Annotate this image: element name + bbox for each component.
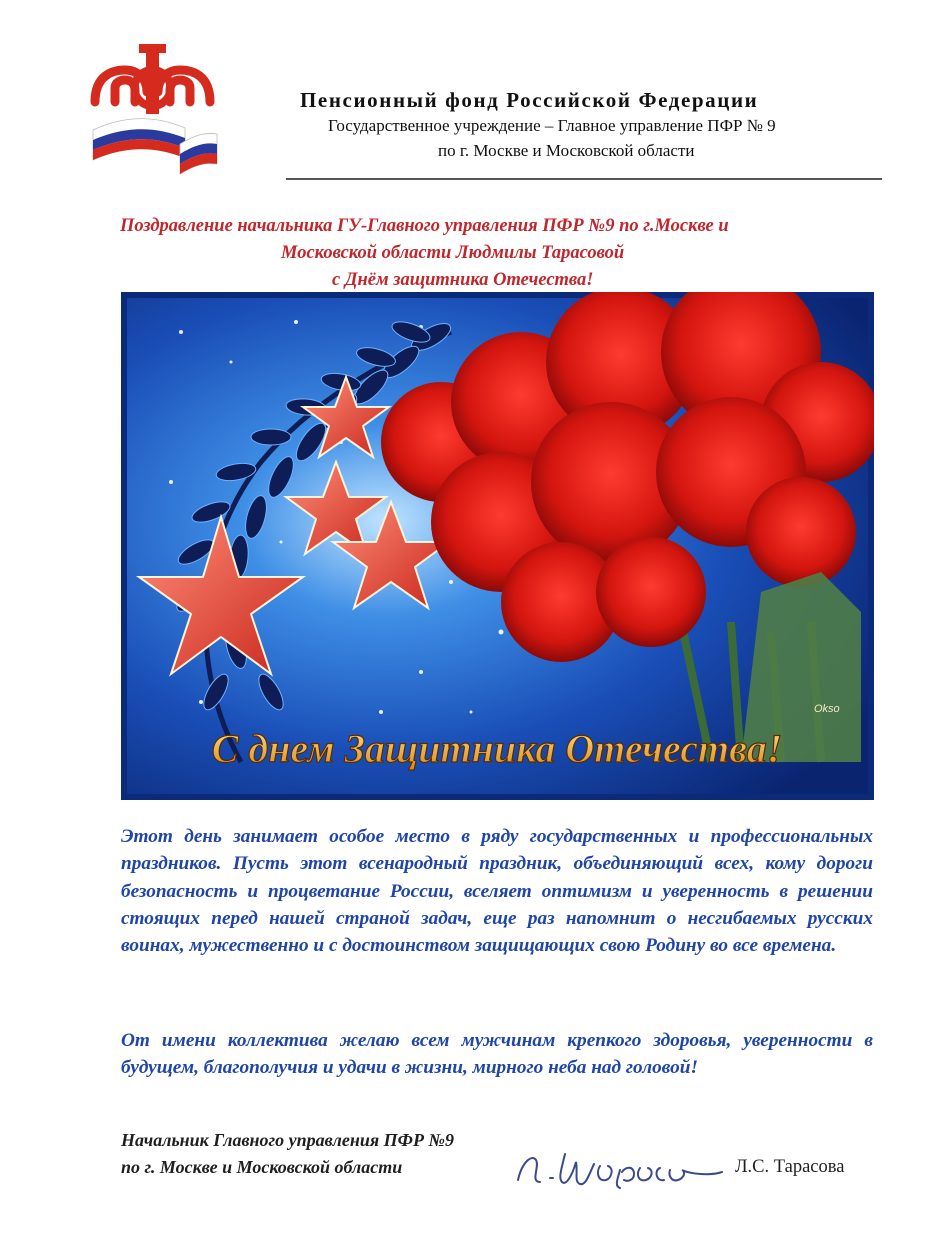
card-artist-mark: Okso xyxy=(814,703,840,715)
pfr-logo-icon xyxy=(85,40,220,175)
signatory-title-line-2: по г. Москве и Московской области xyxy=(121,1157,403,1177)
org-subtitle-1: Государственное учреждение – Главное управление ПФР № 9 xyxy=(328,116,776,135)
signatory-name: Л.С. Тарасова xyxy=(735,1157,845,1177)
body-paragraph-1: Этот день занимает особое место в ряду государственных и профессиональных праздников. Пусть этот всенародный праздник, объединяющий всех, кому дороги безопасность и процветание России, вселяет оптимизм и уверенность в решении стоящих перед нашей страной задач, еще раз напомнит о несгибаемых русских воинах, мужественно и с достоинством защищающих свою Родину во все времена. xyxy=(121,826,873,957)
org-subtitle-2: по г. Москве и Московской области xyxy=(438,141,695,160)
headline-line-1: Поздравление начальника ГУ-Главного управления ПФР №9 по г.Москве и xyxy=(120,216,729,236)
signatory-title-line-1: Начальник Главного управления ПФР №9 xyxy=(121,1130,454,1150)
header-divider xyxy=(286,178,882,180)
card-caption: С днем Защитника Отечества! xyxy=(211,726,783,771)
body-paragraph-2: От имени коллектива желаю всем мужчинам крепкого здоровья, уверенности в будущем, благополучия и удачи в жизни, мирного неба над головой! xyxy=(121,1030,873,1079)
headline-line-3: с Днём защитника Отечества! xyxy=(332,270,594,290)
headline-line-2: Московской области Людмилы Тарасовой xyxy=(281,243,625,263)
handwritten-signature xyxy=(510,1142,730,1192)
greeting-card-image xyxy=(121,292,874,800)
org-name: Пенсионный фонд Российской Федерации xyxy=(300,88,759,112)
